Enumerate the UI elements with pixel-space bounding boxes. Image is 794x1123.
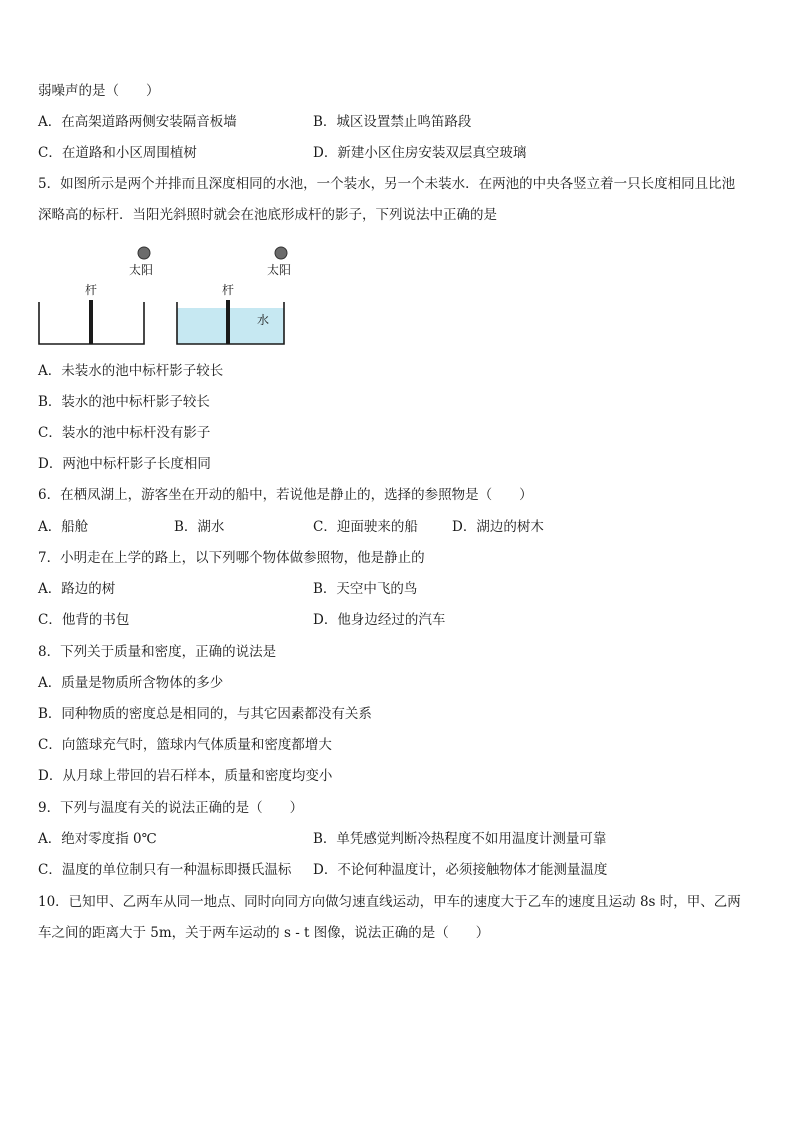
rod-label-right: 杆 [222,283,235,297]
q4-option-d: D．新建小区住房安装双层真空玻璃 [313,145,527,161]
q8-option-d: D．从月球上带回的岩石样本，质量和密度均变小 [38,768,333,784]
q5-figure-pools [36,244,298,348]
q6-option-c: C．迎面驶来的船 [313,519,418,535]
q4-option-a: A．在高架道路两侧安装隔音板墙 [38,114,237,130]
q7-option-b: B．天空中飞的鸟 [313,581,418,597]
q9-option-d: D．不论何种温度计，必须接触物体才能测量温度 [313,862,608,878]
q5-option-a: A．未装水的池中标杆影子较长 [38,363,224,379]
q5-option-b: B．装水的池中标杆影子较长 [38,394,210,410]
q8-stem: 8．下列关于质量和密度，正确的说法是 [38,644,277,660]
q6-option-b: B．湖水 [174,519,225,535]
q8-option-c: C．向篮球充气时，篮球内气体质量和密度都增大 [38,737,332,753]
q5-option-d: D．两池中标杆影子长度相同 [38,456,211,472]
q9-stem: 9．下列与温度有关的说法正确的是（ ） [38,800,304,816]
q10-stem-line2: 车之间的距离大于 5m，关于两车运动的 s - t 图像，说法正确的是（ ） [38,925,490,941]
q4-option-b: B．城区设置禁止鸣笛路段 [313,114,472,130]
q7-option-a: A．路边的树 [38,581,116,597]
q4-option-c: C．在道路和小区周围植树 [38,145,197,161]
rod-label-left: 杆 [85,283,98,297]
q5-stem-line2: 深略高的标杆．当阳光斜照时就会在池底形成杆的影子，下列说法中正确的是 [38,207,497,223]
sun-label-left: 太阳 [129,263,154,277]
q6-stem: 6．在栖凤湖上，游客坐在开动的船中，若说他是静止的，选择的参照物是（ ） [38,487,533,503]
q7-stem: 7．小明走在上学的路上，以下列哪个物体做参照物，他是静止的 [38,550,425,566]
q8-option-a: A．质量是物质所含物体的多少 [38,675,224,691]
q4-stem-tail: 弱噪声的是（ ） [38,83,160,99]
q6-option-a: A．船舱 [38,519,89,535]
q7-option-c: C．他背的书包 [38,612,130,628]
sun-icon [138,247,150,259]
q8-option-b: B．同种物质的密度总是相同的，与其它因素都没有关系 [38,706,372,722]
q9-option-b: B．单凭感觉判断冷热程度不如用温度计测量可靠 [313,831,607,847]
q7-option-d: D．他身边经过的汽车 [313,612,446,628]
q9-option-a: A．绝对零度指 0℃ [38,831,157,847]
sun-icon [275,247,287,259]
q10-stem-line1: 10．已知甲、乙两车从同一地点、同时向同方向做匀速直线运动，甲车的速度大于乙车的速度且运动 8s 时，甲、乙两 [38,894,741,910]
q6-option-d: D．湖边的树木 [452,519,544,535]
q5-stem-line1: 5．如图所示是两个并排而且深度相同的水池，一个装水，另一个未装水．在两池的中央各竖立着一只长度相同且比池 [38,176,736,192]
sun-label-right: 太阳 [267,263,292,277]
q5-option-c: C．装水的池中标杆没有影子 [38,425,211,441]
q9-option-c: C．温度的单位制只有一种温标即摄氏温标 [38,862,292,878]
water-label: 水 [257,313,270,327]
